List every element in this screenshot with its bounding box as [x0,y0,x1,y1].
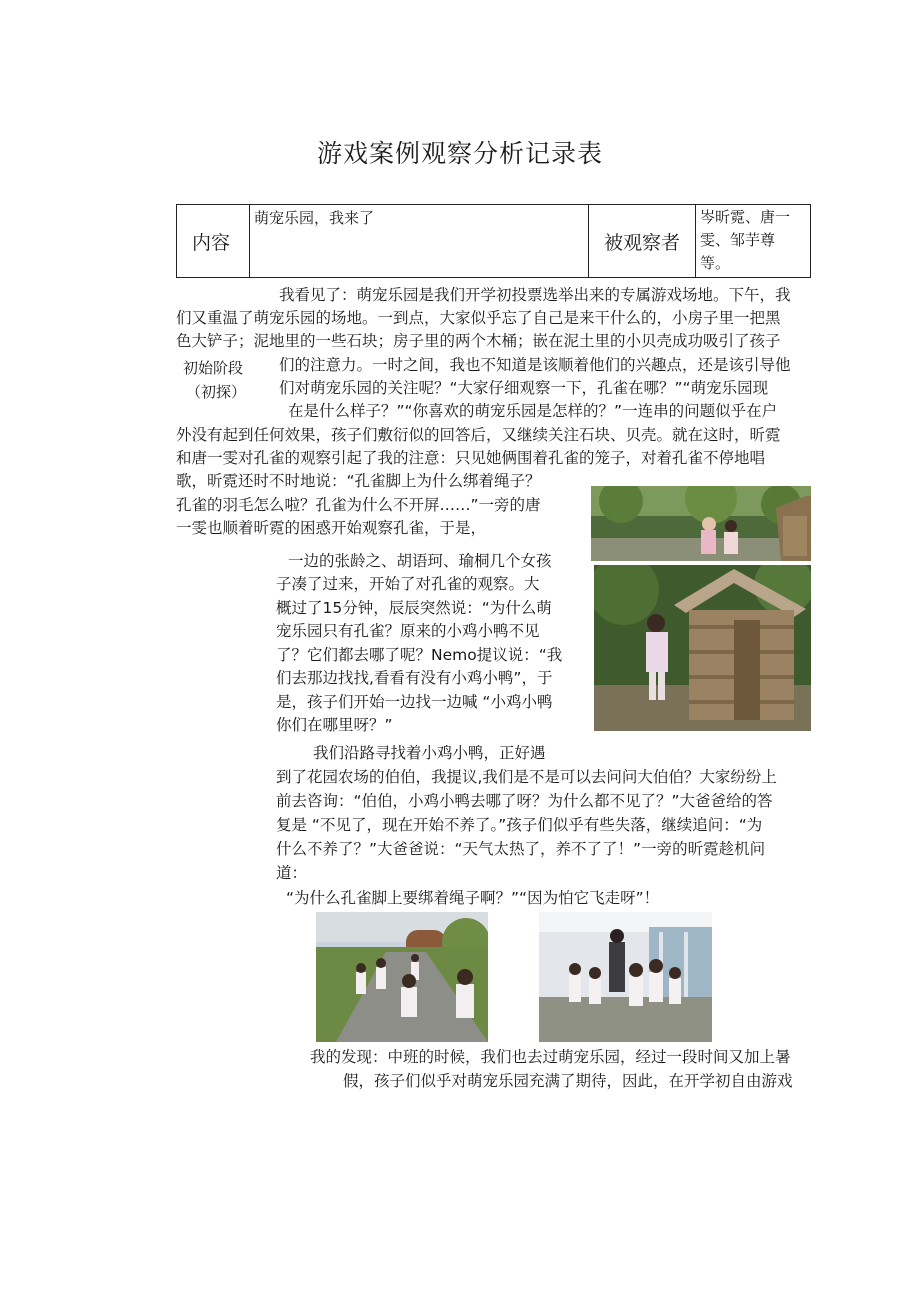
observed-label: 被观察者 [589,205,696,278]
photo-children-walking-image [316,912,488,1042]
body-line: “为什么孔雀脚上要绑着绳子啊？”“因为怕它飞走呀”！ [286,889,660,907]
body-line: 在是什么样子？”“你喜欢的萌宠乐园是怎样的？”一连串的问题似乎在户 [288,402,778,420]
body-line: 概过了15分钟，辰辰突然说：“为什么萌 [276,599,552,617]
observed-name-line: 岑昕霓、唐一 [700,208,791,226]
body-line: 道： [276,864,308,882]
body-line: 外没有起到任何效果，孩子们敷衍似的回答后，又继续关注石块、贝壳。就在这时，昕霓 [176,426,781,444]
photo-girls-at-cage [591,486,811,561]
page-title: 游戏案例观察分析记录表 [316,139,603,168]
observed-name-line: 等。 [700,254,731,272]
body-line: 歌，昕霓还时不时地说：“孔雀脚上为什么绑着绳子？ [176,472,541,490]
content-label: 内容 [191,231,230,254]
body-line: 什么不养了？”大爸爸说：“天气太热了，养不了了！”一旁的昕霓趁机问 [276,840,766,858]
body-line: 复是 “不见了，现在开始不养了。”孩子们似乎有些失落，继续追问：“为 [276,816,763,834]
body-line: 我看见了：萌宠乐园是我们开学初投票选举出来的专属游戏场地。下午，我 [279,286,791,304]
body-line: 们又重温了萌宠乐园的场地。一到点，大家似乎忘了自己是来干什么的，小房子里一把黑 [176,309,781,327]
photo-girls-at-cage-image [591,486,811,561]
observed-name-line: 雯、邹芋尊 [700,231,776,249]
content-label-cell [177,205,250,278]
photo-children-walking [316,912,488,1042]
body-line: 宠乐园只有孔雀？原来的小鸡小鸭不见 [276,622,540,640]
body-line: 了？它们都去哪了呢？Nemo提议说：“我 [276,646,563,664]
body-line: 们的注意力。一时之间，我也不知道是该顺着他们的兴趣点，还是该引导他 [279,356,791,374]
photo-wooden-hut [594,565,811,731]
photo-children-building [539,912,712,1042]
body-line: 你们在哪里呀？” [276,716,393,734]
body-line: 一雯也顺着昕霓的困惑开始观察孔雀，于是， [176,519,487,537]
body-line: 我们沿路寻找着小鸡小鸭，正好遇 [313,744,546,762]
body-line: 们去那边找找,看看有没有小鸡小鸭”，于 [276,669,553,687]
body-line: 是，孩子们开始一边找一边喊 “小鸡小鸭 [276,693,553,711]
info-table [176,204,811,278]
body-line: 孔雀的羽毛怎么啦？孔雀为什么不开屏……”一旁的唐 [176,496,541,514]
body-line: 假，孩子们似乎对萌宠乐园充满了期待，因此，在开学初自由游戏 [343,1072,793,1090]
body-line: 我的发现：中班的时候，我们也去过萌宠乐园，经过一段时间又加上暑 [310,1048,791,1066]
stage-name: 初始阶段 [183,359,244,377]
stage-sub: （初探） [186,383,247,401]
body-line: 色大铲子；泥地里的一些石块；房子里的两个木桶；嵌在泥土里的小贝壳成功吸引了孩子 [176,332,781,350]
observed-names-cell [696,205,811,278]
photo-wooden-hut-image [594,565,811,731]
photo-children-building-image [539,912,712,1042]
body-line: 和唐一雯对孔雀的观察引起了我的注意：只见她俩围着孔雀的笼子，对着孔雀不停地唱 [176,449,766,467]
body-line: 到了花园农场的伯伯，我提议,我们是不是可以去问问大伯伯？大家纷纷上 [276,768,777,786]
content-value: 萌宠乐园，我来了 [250,205,589,278]
body-line: 们对萌宠乐园的关注呢？“大家仔细观察一下，孔雀在哪？”“萌宠乐园现 [279,379,769,397]
body-line: 前去咨询：“伯伯，小鸡小鸭去哪了呀？为什么都不见了？”大爸爸给的答 [276,792,773,810]
body-line: 一边的张龄之、胡语珂、瑜桐几个女孩 [288,552,552,570]
body-line: 子凑了过来，开始了对孔雀的观察。大 [276,575,540,593]
